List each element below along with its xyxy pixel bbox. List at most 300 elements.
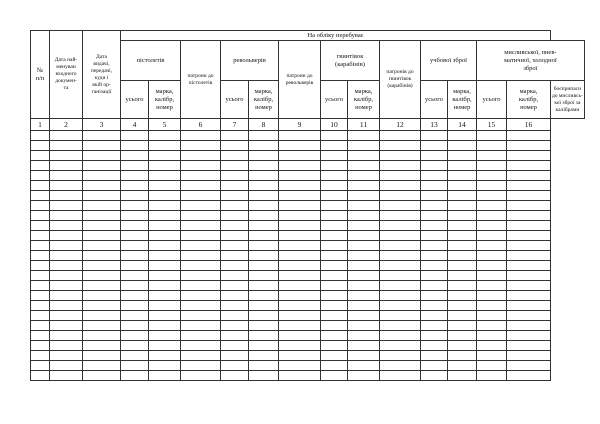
table-cell (249, 351, 279, 361)
table-cell (31, 291, 50, 301)
table-cell (83, 191, 121, 201)
table-cell (83, 241, 121, 251)
table-cell (50, 211, 83, 221)
header-training-weapons: учбової зброї (421, 41, 477, 81)
table-cell (477, 301, 507, 311)
table-cell (279, 361, 321, 371)
table-cell (83, 131, 121, 141)
table-cell (507, 271, 551, 281)
header-training-mark: марка, калібр, номер (448, 81, 477, 119)
table-cell (380, 231, 421, 241)
table-cell (421, 371, 448, 381)
header-revolvers: револьверів (221, 41, 279, 81)
table-cell (380, 251, 421, 261)
table-cell (249, 261, 279, 271)
table-cell (348, 321, 380, 331)
table-cell (507, 371, 551, 381)
table-cell (83, 151, 121, 161)
table-row (31, 321, 585, 331)
table-cell (181, 311, 221, 321)
table-cell (279, 151, 321, 161)
table-cell (31, 371, 50, 381)
table-cell (279, 341, 321, 351)
table-cell (50, 371, 83, 381)
table-cell (507, 221, 551, 231)
table-row (31, 181, 585, 191)
table-cell (149, 331, 181, 341)
table-cell (83, 291, 121, 301)
table-cell (50, 191, 83, 201)
table-cell (249, 191, 279, 201)
table-cell (181, 141, 221, 151)
table-cell (380, 321, 421, 331)
table-row (31, 231, 585, 241)
table-cell (380, 171, 421, 181)
table-cell (50, 251, 83, 261)
table-cell (421, 311, 448, 321)
table-cell (31, 141, 50, 151)
table-cell (221, 171, 249, 181)
table-cell (321, 321, 348, 331)
table-cell (321, 241, 348, 251)
table-cell (249, 321, 279, 331)
table-cell (477, 161, 507, 171)
weapons-register-form (30, 30, 585, 381)
table-cell (83, 261, 121, 271)
table-cell (279, 311, 321, 321)
table-cell (421, 341, 448, 351)
table-cell (279, 131, 321, 141)
table-cell (448, 141, 477, 151)
table-cell (31, 231, 50, 241)
table-cell (83, 201, 121, 211)
table-cell (149, 161, 181, 171)
table-cell (477, 341, 507, 351)
table-cell (181, 221, 221, 231)
column-number: 13 (421, 119, 448, 131)
table-cell (421, 161, 448, 171)
table-cell (50, 351, 83, 361)
table-cell (279, 141, 321, 151)
table-row (31, 291, 585, 301)
table-cell (121, 161, 149, 171)
table-cell (221, 361, 249, 371)
table-cell (421, 231, 448, 241)
table-row (31, 151, 585, 161)
table-cell (149, 371, 181, 381)
table-cell (448, 131, 477, 141)
table-cell (448, 291, 477, 301)
header-hunting-weapons: мисливської, пнев- матичної, холодної зброї (477, 41, 585, 81)
table-cell (477, 211, 507, 221)
table-cell (50, 281, 83, 291)
column-number: 1 (31, 119, 50, 131)
table-cell (181, 131, 221, 141)
table-row (31, 241, 585, 251)
table-cell (279, 281, 321, 291)
table-cell (50, 241, 83, 251)
table-cell (380, 141, 421, 151)
table-cell (421, 321, 448, 331)
table-row (31, 141, 585, 151)
table-cell (348, 151, 380, 161)
column-number: 11 (348, 119, 380, 131)
table-cell (149, 291, 181, 301)
header-incoming-doc-date: Дата най- менуван входного докумен- та (50, 31, 83, 119)
table-cell (149, 221, 181, 231)
table-cell (279, 191, 321, 201)
table-cell (477, 351, 507, 361)
table-cell (279, 291, 321, 301)
table-cell (121, 131, 149, 141)
table-cell (380, 161, 421, 171)
table-cell (50, 291, 83, 301)
table-cell (83, 361, 121, 371)
table-cell (477, 181, 507, 191)
table-cell (477, 271, 507, 281)
table-cell (221, 211, 249, 221)
table-cell (321, 161, 348, 171)
table-cell (249, 211, 279, 221)
table-cell (149, 191, 181, 201)
table-cell (149, 171, 181, 181)
table-cell (121, 371, 149, 381)
table-cell (83, 141, 121, 151)
table-cell (149, 281, 181, 291)
header-rifles-total: усього (321, 81, 348, 119)
table-cell (121, 311, 149, 321)
table-row (31, 361, 585, 371)
column-number: 15 (477, 119, 507, 131)
table-cell (380, 291, 421, 301)
table-cell (448, 261, 477, 271)
table-cell (477, 331, 507, 341)
table-cell (507, 261, 551, 271)
table-cell (448, 161, 477, 171)
table-cell (321, 171, 348, 181)
table-cell (50, 181, 83, 191)
table-cell (249, 341, 279, 351)
header-hunting-mark: марка, калібр, номер (507, 81, 551, 119)
table-cell (380, 211, 421, 221)
table-cell (477, 311, 507, 321)
table-cell (31, 341, 50, 351)
table-cell (221, 301, 249, 311)
table-cell (50, 341, 83, 351)
table-cell (507, 201, 551, 211)
table-cell (31, 321, 50, 331)
table-cell (380, 361, 421, 371)
table-cell (221, 311, 249, 321)
table-row (31, 161, 585, 171)
table-cell (50, 261, 83, 271)
table-cell (83, 301, 121, 311)
table-cell (31, 251, 50, 261)
table-cell (380, 241, 421, 251)
column-number: 12 (380, 119, 421, 131)
table-cell (348, 261, 380, 271)
table-cell (50, 151, 83, 161)
table-cell (31, 261, 50, 271)
table-cell (380, 281, 421, 291)
table-cell (149, 341, 181, 351)
table-cell (31, 351, 50, 361)
table-cell (83, 211, 121, 221)
table-cell (221, 271, 249, 281)
table-cell (181, 301, 221, 311)
table-cell (448, 321, 477, 331)
table-cell (421, 201, 448, 211)
table-cell (249, 181, 279, 191)
table-cell (249, 291, 279, 301)
table-cell (121, 191, 149, 201)
table-cell (221, 351, 249, 361)
table-cell (149, 151, 181, 161)
table-cell (50, 231, 83, 241)
blank-rows (31, 131, 585, 381)
table-cell (477, 261, 507, 271)
table-cell (477, 201, 507, 211)
column-number: 2 (50, 119, 83, 131)
table-cell (149, 231, 181, 241)
table-row (31, 341, 585, 351)
table-cell (221, 291, 249, 301)
table-cell (348, 361, 380, 371)
table-cell (121, 271, 149, 281)
table-cell (249, 131, 279, 141)
table-cell (279, 271, 321, 281)
table-cell (249, 221, 279, 231)
table-cell (348, 181, 380, 191)
table-cell (477, 221, 507, 231)
table-cell (380, 351, 421, 361)
table-cell (121, 241, 149, 251)
column-number: 5 (149, 119, 181, 131)
table-cell (279, 321, 321, 331)
table-row (31, 211, 585, 221)
table-cell (31, 241, 50, 251)
table-cell (83, 281, 121, 291)
table-cell (477, 371, 507, 381)
table-cell (181, 201, 221, 211)
column-number: 9 (279, 119, 321, 131)
table-cell (31, 201, 50, 211)
table-cell (149, 351, 181, 361)
table-cell (181, 211, 221, 221)
table-cell (348, 221, 380, 231)
table-cell (83, 271, 121, 281)
table-cell (149, 271, 181, 281)
table-cell (249, 241, 279, 251)
table-cell (507, 291, 551, 301)
table-cell (83, 221, 121, 231)
table-cell (380, 341, 421, 351)
header-hunting-ammo: боєприпаси до мисливсь- кої зброї за калібрами (551, 81, 585, 119)
header-rifle-ammo: патронів до гвинтівок (карабінів) (380, 41, 421, 119)
table-cell (31, 181, 50, 191)
table-cell (448, 191, 477, 201)
table-cell (448, 181, 477, 191)
table-cell (149, 181, 181, 191)
table-cell (321, 191, 348, 201)
table-cell (348, 171, 380, 181)
table-cell (321, 211, 348, 221)
table-cell (121, 331, 149, 341)
table-cell (477, 191, 507, 201)
table-cell (507, 301, 551, 311)
column-number: 8 (249, 119, 279, 131)
table-cell (121, 221, 149, 231)
table-cell (31, 211, 50, 221)
table-cell (507, 361, 551, 371)
table-cell (31, 361, 50, 371)
table-cell (181, 181, 221, 191)
table-cell (221, 181, 249, 191)
table-cell (83, 161, 121, 171)
table-cell (221, 131, 249, 141)
table-cell (181, 361, 221, 371)
table-cell (279, 231, 321, 241)
table-cell (50, 161, 83, 171)
table-cell (121, 231, 149, 241)
table-cell (149, 201, 181, 211)
table-cell (181, 271, 221, 281)
table-cell (279, 171, 321, 181)
table-cell (31, 161, 50, 171)
table-cell (31, 221, 50, 231)
table-cell (83, 341, 121, 351)
table-cell (31, 151, 50, 161)
table-cell (321, 231, 348, 241)
table-row (31, 221, 585, 231)
table-cell (421, 271, 448, 281)
table-cell (83, 171, 121, 181)
table-cell (477, 281, 507, 291)
table-cell (477, 251, 507, 261)
table-cell (348, 231, 380, 241)
table-cell (321, 221, 348, 231)
table-row (31, 251, 585, 261)
table-cell (221, 251, 249, 261)
table-cell (348, 241, 380, 251)
table-cell (31, 171, 50, 181)
table-cell (279, 201, 321, 211)
table-cell (83, 231, 121, 241)
table-cell (121, 341, 149, 351)
table-cell (50, 321, 83, 331)
table-cell (83, 311, 121, 321)
table-cell (121, 211, 149, 221)
table-cell (249, 281, 279, 291)
table-cell (121, 321, 149, 331)
table-cell (348, 251, 380, 261)
table-cell (321, 181, 348, 191)
table-cell (321, 251, 348, 261)
table-cell (181, 151, 221, 161)
column-number: 6 (181, 119, 221, 131)
table-cell (380, 191, 421, 201)
table-cell (321, 271, 348, 281)
table-cell (149, 361, 181, 371)
table-cell (477, 361, 507, 371)
header-rifles: гвинтівок (карабінів) (321, 41, 380, 81)
table-cell (50, 331, 83, 341)
table-cell (249, 171, 279, 181)
table-cell (221, 371, 249, 381)
table-cell (321, 261, 348, 271)
table-cell (380, 151, 421, 161)
table-cell (421, 351, 448, 361)
table-cell (181, 261, 221, 271)
table-cell (149, 301, 181, 311)
header-revolvers-total: усього (221, 81, 249, 119)
table-cell (380, 131, 421, 141)
table-cell (279, 251, 321, 261)
table-cell (221, 341, 249, 351)
column-number: 7 (221, 119, 249, 131)
table-cell (249, 311, 279, 321)
table-cell (249, 141, 279, 151)
table-cell (181, 231, 221, 241)
table-cell (31, 131, 50, 141)
header-revolver-ammo: патрони до револьверів (279, 41, 321, 119)
table-cell (50, 361, 83, 371)
table-row (31, 201, 585, 211)
table-cell (421, 211, 448, 221)
table-cell (380, 331, 421, 341)
table-cell (149, 211, 181, 221)
table-row (31, 371, 585, 381)
table-cell (380, 221, 421, 231)
table-cell (249, 151, 279, 161)
header-number: № п/п (31, 31, 50, 119)
table-cell (249, 231, 279, 241)
table-cell (221, 191, 249, 201)
table-cell (249, 301, 279, 311)
table-cell (348, 351, 380, 361)
table-cell (181, 341, 221, 351)
table-cell (477, 131, 507, 141)
table-cell (121, 141, 149, 151)
table-cell (181, 371, 221, 381)
table-cell (421, 261, 448, 271)
header-issue-date: Дата видачі, передачі, куди і якій ор- ганізації (83, 31, 121, 119)
table-cell (348, 281, 380, 291)
table-cell (83, 371, 121, 381)
table-cell (121, 171, 149, 181)
table-cell (121, 361, 149, 371)
table-cell (221, 201, 249, 211)
table-cell (181, 281, 221, 291)
table-cell (348, 311, 380, 321)
table-cell (477, 151, 507, 161)
table-cell (321, 281, 348, 291)
table-cell (448, 171, 477, 181)
table-cell (279, 371, 321, 381)
table-cell (421, 301, 448, 311)
table-cell (507, 281, 551, 291)
table-cell (221, 141, 249, 151)
table-row (31, 281, 585, 291)
table-cell (279, 351, 321, 361)
table-cell (181, 241, 221, 251)
table-cell (321, 131, 348, 141)
table-cell (221, 321, 249, 331)
table-cell (448, 311, 477, 321)
table-cell (507, 311, 551, 321)
table-cell (348, 141, 380, 151)
table-cell (477, 241, 507, 251)
